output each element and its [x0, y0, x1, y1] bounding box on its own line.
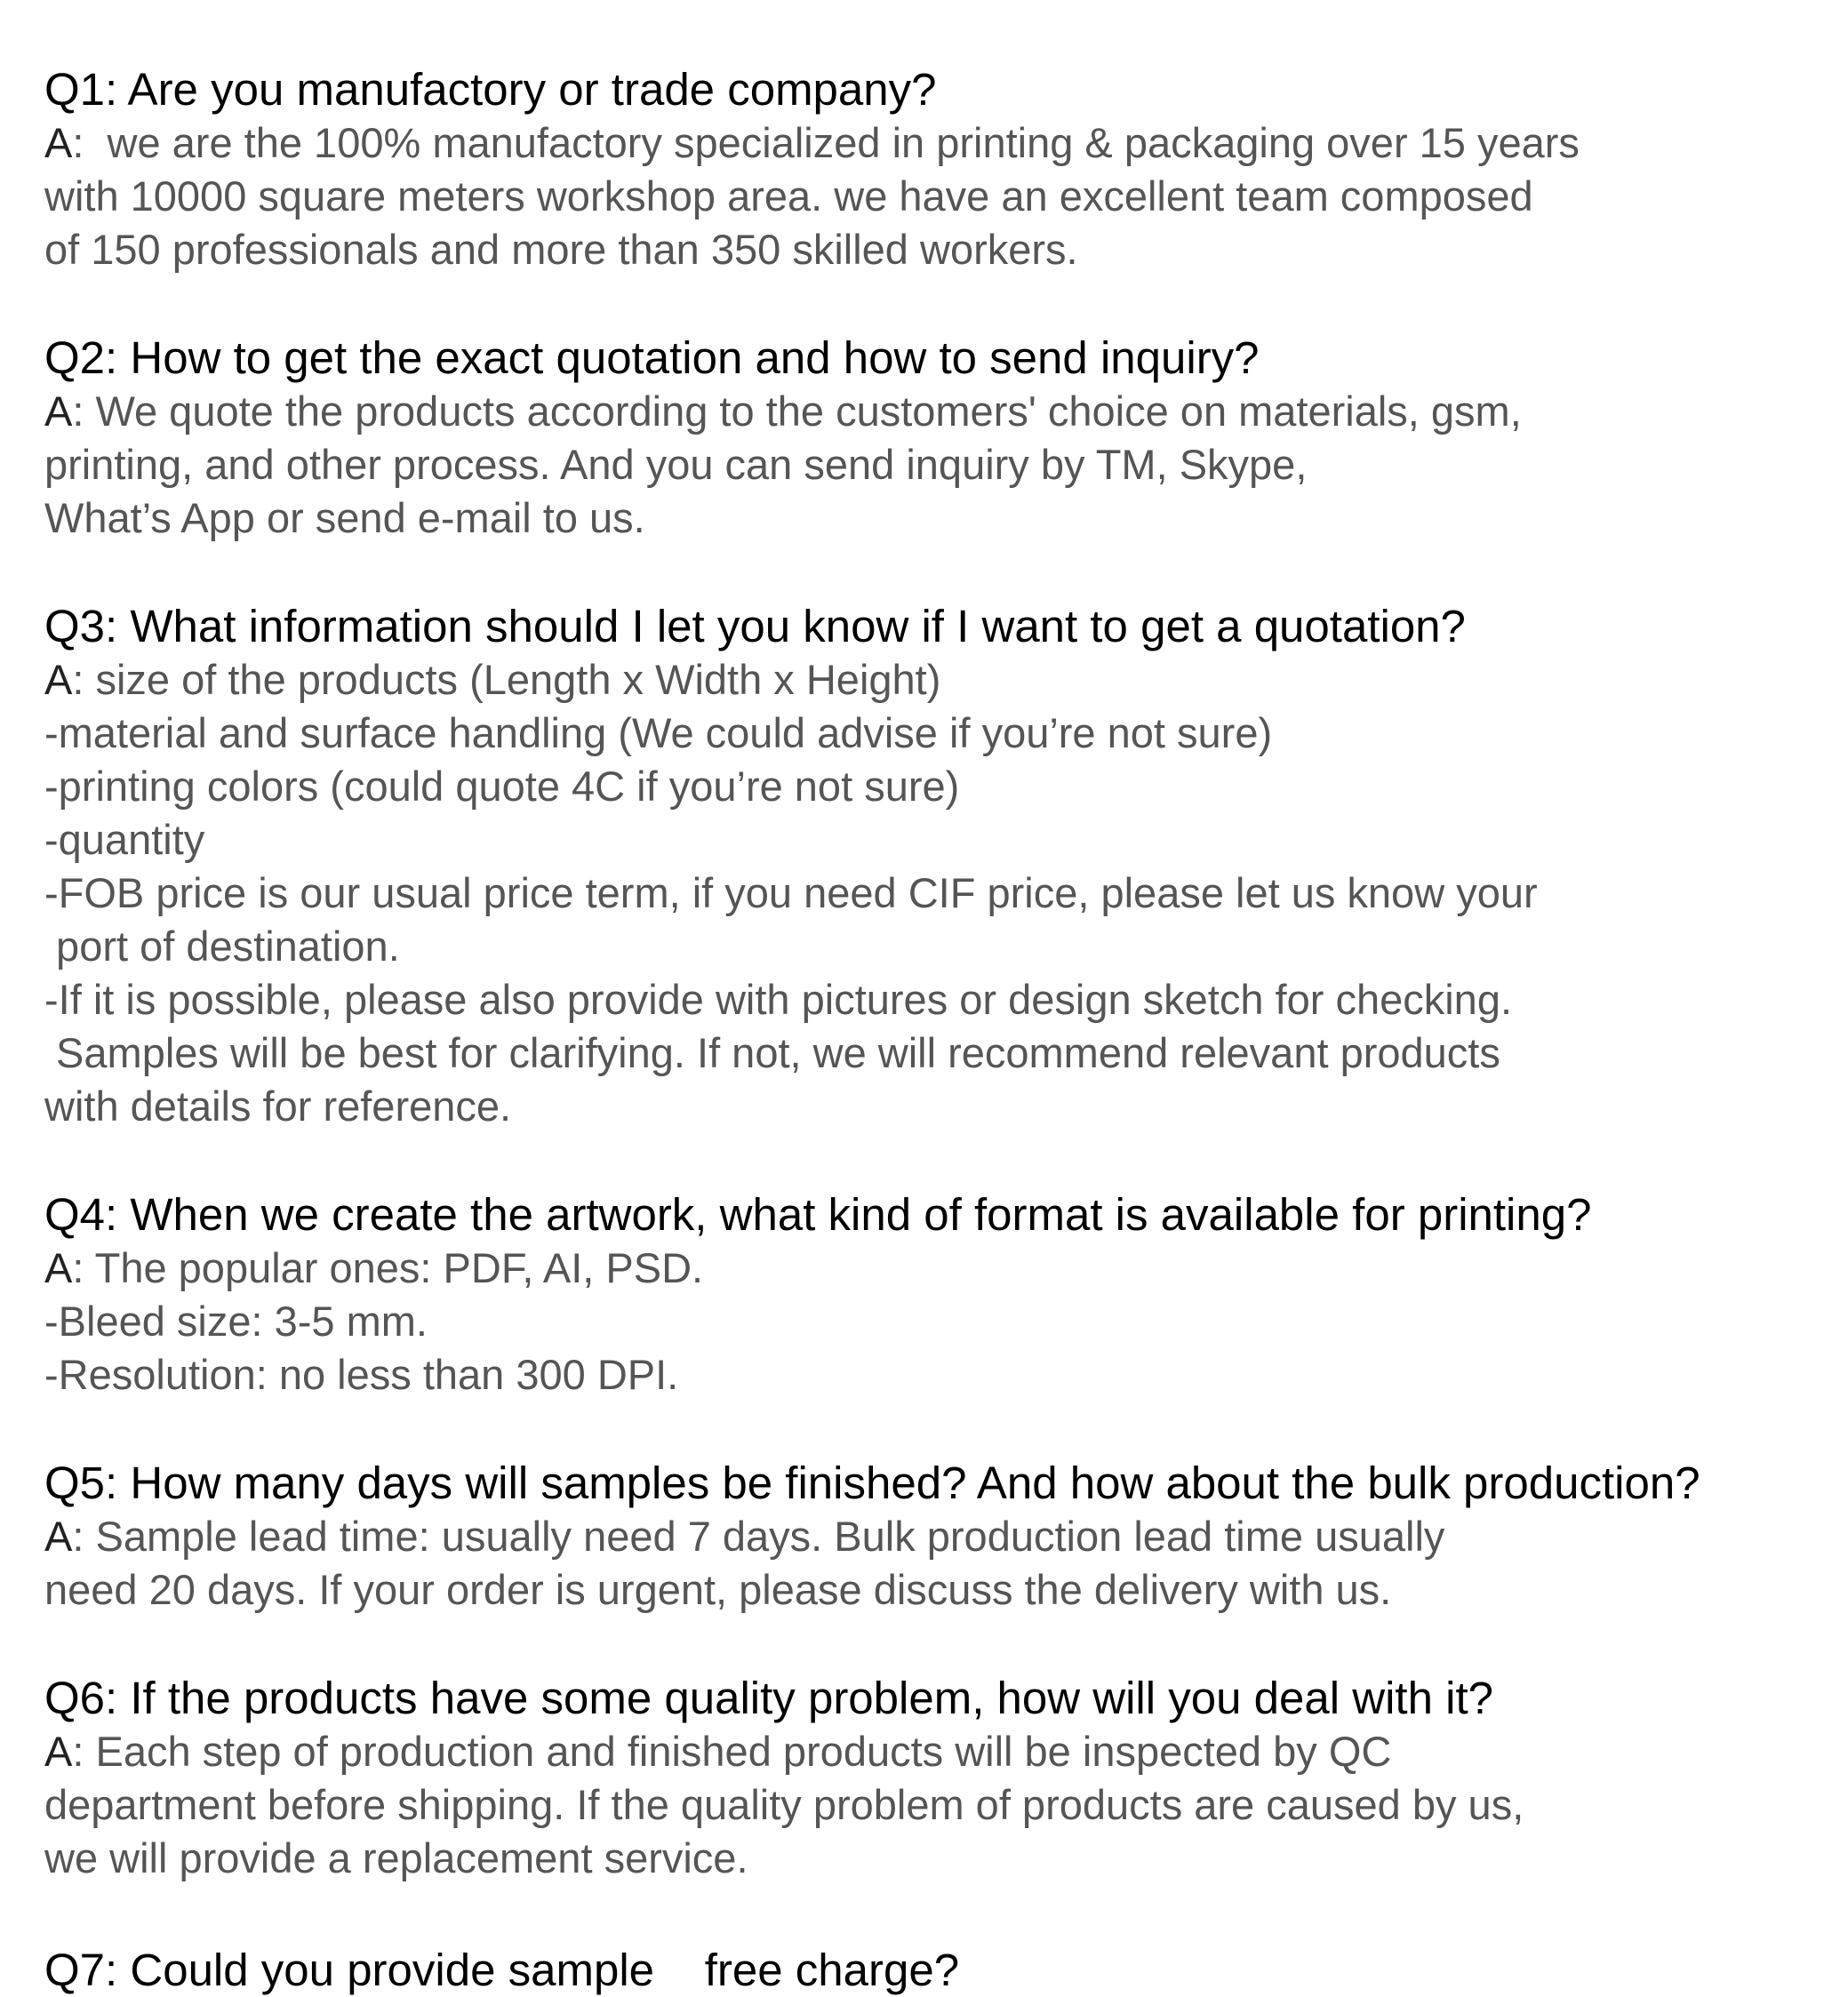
- answer-block: [44, 116, 1831, 276]
- answer-line: printing, and other process. And you can send inquiry by TM, Skype,: [44, 441, 1308, 488]
- answer-prefix: A: [44, 1244, 73, 1291]
- question-text: Q3: What information should I let you know if I want to get a quotation?: [44, 601, 1466, 651]
- answer-line: -printing colors (could quote 4C if you’re not sure): [44, 763, 960, 810]
- answer-line: [44, 116, 1831, 170]
- answer-line: -FOB price is our usual price term, if you need CIF price, please let us know your: [44, 869, 1538, 916]
- faq-item-q5: [44, 1456, 1831, 1617]
- answer-text: : size of the products (Length x Width x Height): [72, 656, 941, 703]
- answer-line: -Resolution: no less than 300 DPI.: [44, 1351, 679, 1398]
- answer-prefix: A: [44, 119, 73, 166]
- answer-text: : Each step of production and finished products will be inspected by QC: [72, 1728, 1392, 1775]
- answer-block: [44, 1242, 1831, 1402]
- answer-line: What’s App or send e-mail to us.: [44, 494, 645, 541]
- question-text: Q4: When we create the artwork, what kind of format is available for printing?: [44, 1189, 1592, 1240]
- answer-line: with 10000 square meters workshop area. we have an excellent team composed: [44, 172, 1533, 220]
- answer-line: we will provide a replacement service.: [44, 1834, 748, 1881]
- answer-line: Samples will be best for clarifying. If not, we will recommend relevant products: [44, 1029, 1500, 1076]
- answer-line: -Bleed size: 3-5 mm.: [44, 1298, 428, 1345]
- answer-line: of 150 professionals and more than 350 skilled workers.: [44, 226, 1078, 273]
- question-text: Q1: Are you manufactory or trade company?: [44, 64, 937, 115]
- answer-text: : The popular ones: PDF, AI, PSD.: [72, 1244, 704, 1291]
- question-text: Q2: How to get the exact quotation and how to send inquiry?: [44, 332, 1260, 383]
- answer-block: [44, 385, 1831, 545]
- faq-list: [44, 62, 1831, 1939]
- answer-line: -If it is possible, please also provide with pictures or design sketch for checking.: [44, 976, 1513, 1023]
- answer-text: : We quote the products according to the customers' choice on materials, gsm,: [72, 387, 1522, 435]
- question-text: Q5: How many days will samples be finished? And how about the bulk production?: [44, 1458, 1700, 1508]
- answer-line: need 20 days. If your order is urgent, please discuss the delivery with us.: [44, 1566, 1392, 1613]
- answer-line: [44, 653, 1831, 707]
- question-text: Q6: If the products have some quality problem, how will you deal with it?: [44, 1673, 1493, 1723]
- answer-line: [44, 1242, 1831, 1295]
- faq-item-q4: [44, 1187, 1831, 1402]
- answer-block: [44, 1510, 1831, 1617]
- answer-line: with details for reference.: [44, 1082, 512, 1130]
- answer-line: [44, 385, 1831, 438]
- answer-block: [44, 653, 1831, 1133]
- answer-prefix: A: [44, 1513, 73, 1560]
- answer-line: port of destination.: [44, 923, 400, 970]
- answer-text: : Sample lead time: usually need 7 days. Bulk production lead time usually: [72, 1513, 1445, 1560]
- answer-prefix: A: [44, 1728, 73, 1775]
- answer-line: -quantity: [44, 816, 205, 863]
- faq-item-q6: [44, 1671, 1831, 1885]
- answer-line: department before shipping. If the quality problem of products are caused by us,: [44, 1781, 1524, 1828]
- question-text-cutoff: Q7: Could you provide sample free charge?: [44, 1945, 960, 1995]
- answer-line: -material and surface handling (We could advise if you’re not sure): [44, 709, 1273, 756]
- answer-block: [44, 1725, 1831, 1885]
- answer-prefix: A: [44, 656, 73, 703]
- answer-text: : we are the 100% manufactory specialized in printing & packaging over 15 years: [72, 119, 1580, 166]
- faq-item-q1: [44, 62, 1831, 276]
- answer-prefix: A: [44, 387, 73, 435]
- faq-item-q3: [44, 599, 1831, 1133]
- answer-line: [44, 1510, 1831, 1563]
- faq-item-q2: [44, 331, 1831, 545]
- answer-line: [44, 1725, 1831, 1778]
